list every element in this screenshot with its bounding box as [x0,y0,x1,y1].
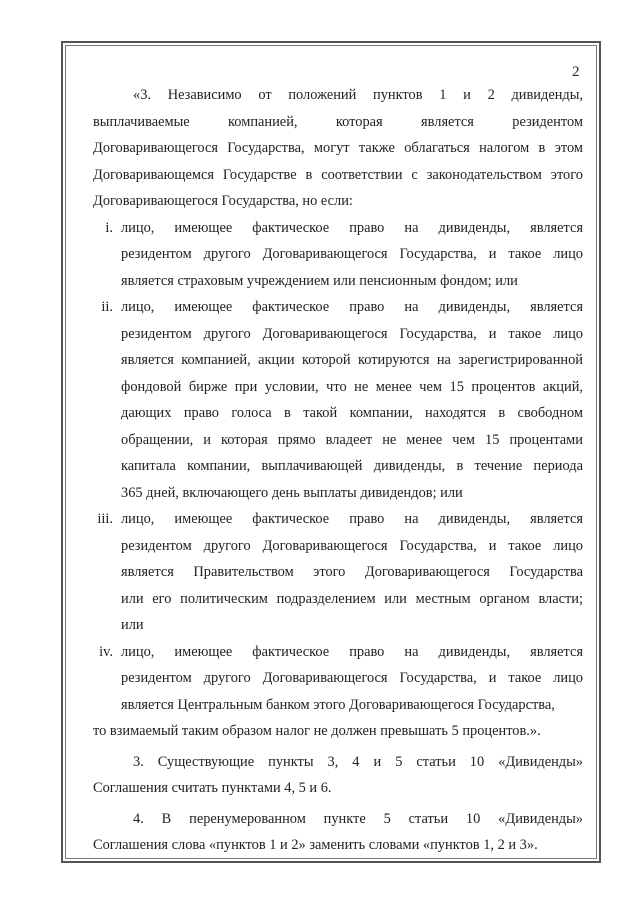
list-item-number: iii. [97,511,113,527]
intro-line: выплачиваемые компанией, которая является резидентом [93,113,583,130]
document-body [93,82,583,859]
list-item-number: ii. [101,299,113,315]
list-item-line: лицо, имеющее фактическое право на дивиденды, является [121,511,583,527]
list-item-line: резидентом другого Договаривающегося Государства, и такое лицо [121,537,583,554]
list-item [93,506,583,639]
list-item [93,639,583,719]
list-item-line: резидентом другого Договаривающегося Государства, и такое лицо [121,670,583,686]
list-item-line: или его политическим подразделением или местным органом власти; [121,590,583,607]
list-item-line: обращении, и которая прямо владеет не менее чем 15 процентами [121,431,583,448]
list-item-line: дающих право голоса в такой компании, находятся в свободном [121,405,583,421]
list-item-number: iv. [99,643,113,660]
paragraph-3-line: Соглашения считать пунктами 4, 5 и 6. [93,780,332,796]
list-item-line: резидентом другого Договаривающегося Государства, и такое лицо [121,325,583,342]
list-item [93,294,583,506]
list-item-line: резидентом другого Договаривающегося Государства, и такое лицо [121,246,583,262]
list-item-line: лицо, имеющее фактическое право на дивиденды, является [121,643,583,660]
list-item-line: является Правительством этого Договаривающегося Государства [121,564,583,580]
intro-line: «3. Независимо от положений пунктов 1 и 2 дивиденды, [133,87,583,103]
list-item [93,215,583,295]
list-item-line: капитала компании, выплачивающей дивиденды, в течение периода [121,458,583,474]
list-item-line: является Центральным банком этого Договаривающегося Государства, [121,696,555,713]
intro-line: Договаривающемся Государстве в соответствии с законодательством этого [93,166,583,183]
list-item-line: является страховым учреждением или пенсионным фондом; или [121,272,518,289]
paragraph-4-line: Соглашения слова «пунктов 1 и 2» заменить словами «пунктов 1, 2 и 3». [93,837,538,853]
list-item-number: i. [105,219,113,236]
intro-line: Договаривающегося Государства, но если: [93,193,353,209]
list-item-line: лицо, имеющее фактическое право на дивиденды, является [121,299,583,315]
paragraph-4-line: 4. В перенумерованном пункте 5 статьи 10 «Дивиденды» [133,810,583,827]
list-item-line: лицо, имеющее фактическое право на дивиденды, является [121,219,583,236]
paragraph-3-line: 3. Существующие пункты 3, 4 и 5 статьи 10 «Дивиденды» [133,753,583,770]
list-item-line: фондовой бирже при условии, что не менее чем 15 процентов акций, [121,378,583,395]
list-item-line: 365 дней, включающего день выплаты дивидендов; или [121,484,463,501]
list-item-line: или [121,617,144,633]
intro-line: Договаривающегося Государства, могут также облагаться налогом в этом [93,140,583,156]
list-item-line: является компанией, акции которой котируются на зарегистрированной [121,352,583,368]
closing-line: то взимаемый таким образом налог не должен превышать 5 процентов.». [93,723,541,739]
page-number: 2 [572,64,580,80]
